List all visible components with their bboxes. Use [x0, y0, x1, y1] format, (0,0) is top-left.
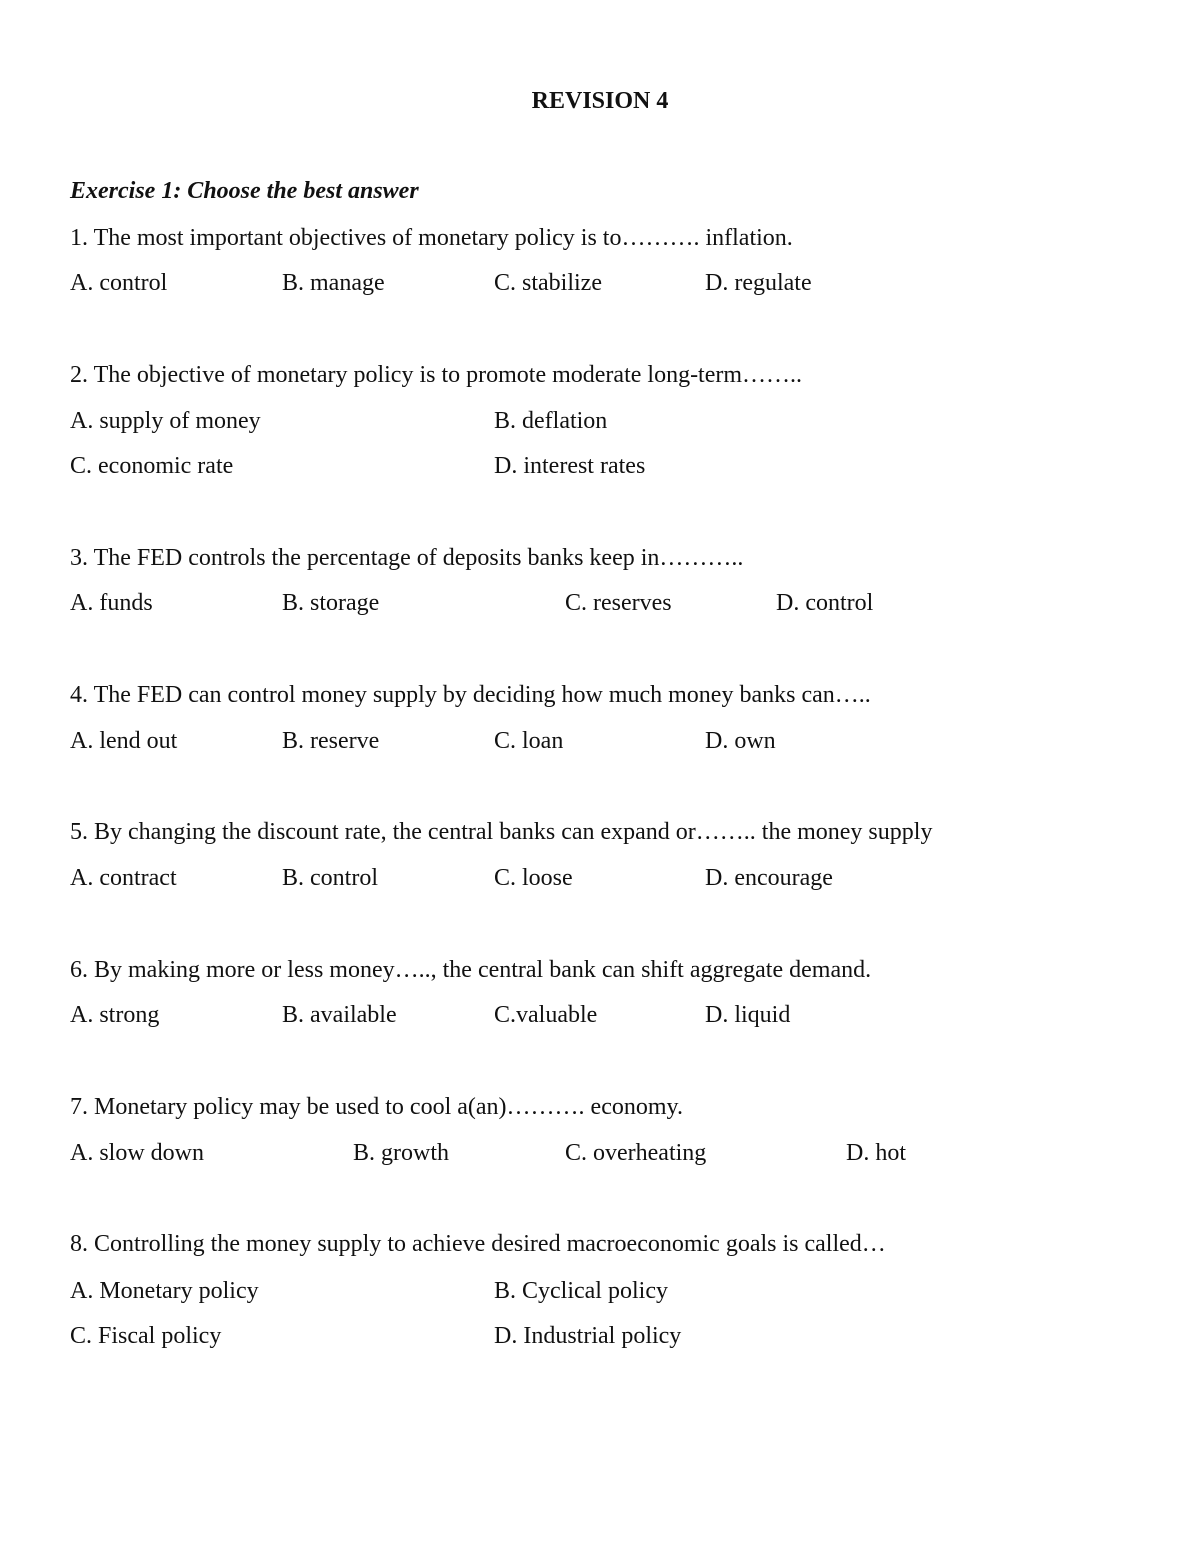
question-3-text: 3. The FED controls the percentage of deposits banks keep in……….. [70, 545, 744, 571]
question-3-option-a: A. funds [70, 590, 153, 616]
question-4-option-d: D. own [705, 728, 776, 754]
question-1-text: 1. The most important objectives of monetary policy is to………. inflation. [70, 225, 793, 251]
question-5-option-c: C. loose [494, 865, 573, 891]
question-5-text: 5. By changing the discount rate, the central banks can expand or…….. the money supply [70, 819, 933, 845]
question-6-text: 6. By making more or less money….., the central bank can shift aggregate demand. [70, 957, 872, 983]
question-5-option-a: A. contract [70, 865, 177, 891]
question-3-option-c: C. reserves [565, 590, 672, 616]
question-6-option-c: C.valuable [494, 1002, 598, 1028]
exercise-heading: Exercise 1: Choose the best answer [70, 178, 419, 204]
question-4-option-a: A. lend out [70, 728, 178, 754]
question-2-option-c: C. economic rate [70, 453, 234, 479]
question-4-option-b: B. reserve [282, 728, 380, 754]
question-6-option-a: A. strong [70, 1002, 160, 1028]
question-8-option-b: B. Cyclical policy [494, 1278, 668, 1304]
question-7-text: 7. Monetary policy may be used to cool a(an)………. economy. [70, 1094, 683, 1120]
question-2-text: 2. The objective of monetary policy is to promote moderate long-term…….. [70, 362, 803, 388]
question-1-option-c: C. stabilize [494, 270, 602, 296]
question-7-option-d: D. hot [846, 1140, 906, 1166]
question-6-option-b: B. available [282, 1002, 397, 1028]
question-3-option-d: D. control [776, 590, 874, 616]
page-title: REVISION 4 [531, 88, 669, 114]
question-5-option-b: B. control [282, 865, 378, 891]
question-1-option-a: A. control [70, 270, 168, 296]
question-7-option-b: B. growth [353, 1140, 449, 1166]
question-2-option-d: D. interest rates [494, 453, 646, 479]
question-6-option-d: D. liquid [705, 1002, 791, 1028]
question-4-text: 4. The FED can control money supply by deciding how much money banks can….. [70, 682, 871, 708]
question-7-option-a: A. slow down [70, 1140, 205, 1166]
question-4-option-c: C. loan [494, 728, 564, 754]
question-8-option-a: A. Monetary policy [70, 1278, 259, 1304]
question-8-option-d: D. Industrial policy [494, 1323, 682, 1349]
question-3-option-b: B. storage [282, 590, 380, 616]
question-8-option-c: C. Fiscal policy [70, 1323, 222, 1349]
question-1-option-d: D. regulate [705, 270, 812, 296]
question-5-option-d: D. encourage [705, 865, 833, 891]
question-8-text: 8. Controlling the money supply to achieve desired macroeconomic goals is called… [70, 1231, 886, 1257]
question-1-option-b: B. manage [282, 270, 385, 296]
question-2-option-a: A. supply of money [70, 408, 261, 434]
question-7-option-c: C. overheating [565, 1140, 707, 1166]
question-2-option-b: B. deflation [494, 408, 608, 434]
